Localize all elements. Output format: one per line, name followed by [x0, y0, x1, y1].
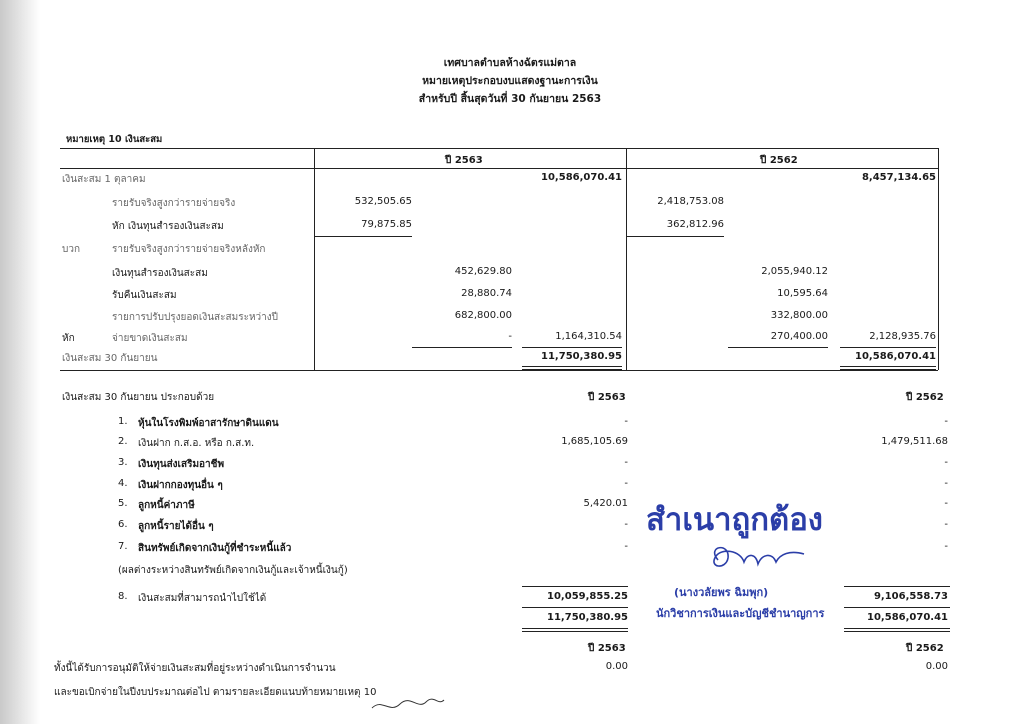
- comp-col-2563: ปี 2563: [588, 392, 626, 403]
- item-v62: -: [944, 541, 948, 552]
- item-v63: -: [624, 478, 628, 489]
- item-v62: -: [944, 478, 948, 489]
- item-no: 2.: [118, 436, 128, 447]
- item-v63: 5,420.01: [583, 498, 628, 509]
- comp-col-2562: ปี 2562: [906, 392, 944, 403]
- cell-value: 11,750,380.95: [541, 351, 622, 362]
- item-no: 4.: [118, 478, 128, 489]
- footer-v63: 0.00: [605, 661, 628, 672]
- item-no: 7.: [118, 541, 128, 552]
- initials-scribble: [368, 696, 448, 716]
- cell-value: 2,055,940.12: [761, 266, 828, 277]
- item-v62: 1,479,511.68: [881, 436, 948, 447]
- item-v63: 10,059,855.25: [547, 591, 628, 602]
- item-v63: -: [624, 541, 628, 552]
- cell-value: 8,457,134.65: [861, 172, 936, 183]
- item-no: 5.: [118, 498, 128, 509]
- composition-title: เงินสะสม 30 กันยายน ประกอบด้วย: [62, 392, 215, 403]
- cell-value: -: [508, 331, 512, 342]
- item-label: ลูกหนี้ค่าภาษี: [138, 500, 195, 511]
- row-label: เงินสะสม 1 ตุลาคม: [62, 174, 146, 185]
- cell-value: 362,812.96: [666, 219, 724, 230]
- cell-value: 532,505.65: [354, 196, 412, 207]
- item-v62: -: [944, 416, 948, 427]
- cell-value: 28,880.74: [461, 288, 512, 299]
- item-no: 1.: [118, 416, 128, 427]
- report-period: สำหรับปี สิ้นสุดวันที่ 30 กันยายน 2563: [418, 93, 602, 105]
- footer-carry-text: และขอเบิกจ่ายในปีงบประมาณต่อไป ตามรายละเอียดแนบท้ายหมายเหตุ 10: [54, 687, 377, 698]
- note-title: หมายเหตุ 10 เงินสะสม: [66, 134, 163, 145]
- scan-edge-shadow: [0, 0, 40, 724]
- col-header-2562: ปี 2562: [760, 155, 798, 166]
- item-v63: -: [624, 457, 628, 468]
- total-2562: 10,586,070.41: [867, 612, 948, 623]
- cell-value: 270,400.00: [770, 331, 828, 342]
- row-prefix: บวก: [62, 244, 81, 255]
- footer-col-2563: ปี 2563: [588, 643, 626, 654]
- item-v63: 1,685,105.69: [561, 436, 628, 447]
- footer-v62: 0.00: [925, 661, 948, 672]
- row-label: เงินทุนสำรองเงินสะสม: [112, 268, 208, 279]
- footer-approval-text: ทั้งนี้ได้รับการอนุมัติให้จ่ายเงินสะสมที่อยู่ระหว่างดำเนินการจำนวน: [54, 663, 336, 674]
- item-note: (ผลต่างระหว่างสินทรัพย์เกิดจากเงินกู้และเจ้าหนี้เงินกู้): [118, 565, 348, 576]
- signer-position: นักวิชาการเงินและบัญชีชำนาญการ: [656, 607, 825, 620]
- cell-value: 10,586,070.41: [541, 172, 622, 183]
- row-label: เงินสะสม 30 กันยายน: [62, 353, 158, 364]
- item-label: สินทรัพย์เกิดจากเงินกู้ที่ชำระหนี้แล้ว: [138, 543, 292, 554]
- row-label: รับคืนเงินสะสม: [112, 290, 177, 301]
- footer-col-2562: ปี 2562: [906, 643, 944, 654]
- col-header-2563: ปี 2563: [445, 155, 483, 166]
- item-v62: -: [944, 457, 948, 468]
- item-no: 3.: [118, 457, 128, 468]
- cell-value: 10,595.64: [777, 288, 828, 299]
- signer-name: (นางวลัยพร ฉิมพุก): [674, 586, 769, 599]
- item-v62: -: [944, 519, 948, 530]
- item-v63: -: [624, 519, 628, 530]
- item-v62: 9,106,558.73: [873, 591, 948, 602]
- row-prefix: หัก: [62, 333, 75, 344]
- item-label: เงินฝากกองทุนอื่น ๆ: [138, 480, 223, 491]
- cell-value: 682,800.00: [454, 310, 512, 321]
- item-no: 8.: [118, 591, 128, 602]
- cell-value: 452,629.80: [454, 266, 512, 277]
- cell-value: 79,875.85: [361, 219, 412, 230]
- item-label: เงินทุนส่งเสริมอาชีพ: [138, 459, 225, 470]
- row-label: รายการปรับปรุงยอดเงินสะสมระหว่างปี: [112, 312, 279, 323]
- item-v62: -: [944, 498, 948, 509]
- cell-value: 2,418,753.08: [657, 196, 724, 207]
- row-label: รายรับจริงสูงกว่ารายจ่ายจริง: [112, 198, 236, 209]
- signature: [700, 540, 810, 576]
- report-title: หมายเหตุประกอบงบแสดงฐานะการเงิน: [422, 75, 598, 87]
- item-label: เงินฝาก ก.ส.อ. หรือ ก.ส.ท.: [138, 438, 255, 449]
- cell-value: 332,800.00: [770, 310, 828, 321]
- cell-value: 2,128,935.76: [869, 331, 936, 342]
- cell-value: 10,586,070.41: [855, 351, 936, 362]
- total-2563: 11,750,380.95: [547, 612, 628, 623]
- item-v63: -: [624, 416, 628, 427]
- item-label: ลูกหนี้รายได้อื่น ๆ: [138, 521, 214, 532]
- item-label: หุ้นในโรงพิมพ์อาสารักษาดินแดน: [138, 418, 279, 429]
- cell-value: 1,164,310.54: [555, 331, 622, 342]
- row-label: รายรับจริงสูงกว่ารายจ่ายจริงหลังหัก: [112, 244, 266, 255]
- row-label: หัก เงินทุนสำรองเงินสะสม: [112, 221, 224, 232]
- org-name: เทศบาลตำบลห้างฉัตรแม่ตาล: [443, 57, 577, 69]
- stamp-title: สำเนาถูกต้อง: [646, 502, 823, 538]
- item-label: เงินสะสมที่สามารถนำไปใช้ได้: [138, 593, 267, 604]
- item-no: 6.: [118, 519, 128, 530]
- row-label: จ่ายขาดเงินสะสม: [112, 333, 188, 344]
